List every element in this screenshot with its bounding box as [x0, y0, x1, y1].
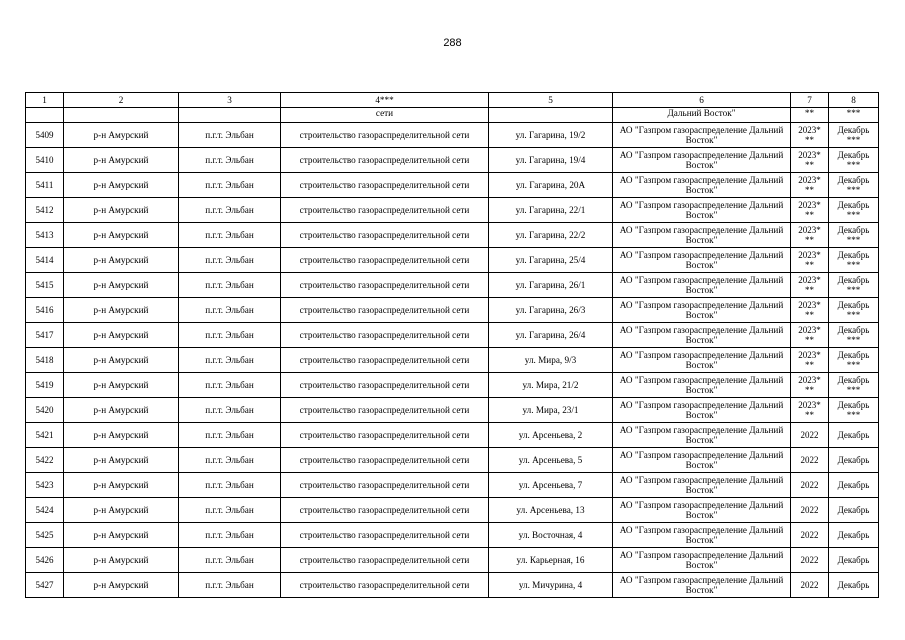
district-cell: р-н Амурский — [64, 548, 179, 573]
district-cell: р-н Амурский — [64, 348, 179, 373]
work-type-cell: строительство газораспределительной сети — [281, 523, 489, 548]
settlement-cell: п.г.т. Эльбан — [179, 298, 281, 323]
district-cell: р-н Амурский — [64, 223, 179, 248]
table-cell — [489, 108, 613, 123]
table-row — [26, 123, 879, 148]
month-cell: Декабрь *** — [829, 398, 879, 423]
month-cell: Декабрь *** — [829, 273, 879, 298]
table-row — [26, 423, 879, 448]
work-type-cell: строительство газораспределительной сети — [281, 323, 489, 348]
district-cell: р-н Амурский — [64, 273, 179, 298]
work-type-cell: строительство газораспределительной сети — [281, 123, 489, 148]
row-number-cell: 5420 — [26, 398, 64, 423]
column-header: 5 — [489, 93, 613, 108]
work-type-cell: строительство газораспределительной сети — [281, 273, 489, 298]
year-cell: 2022 — [791, 423, 829, 448]
address-cell: ул. Восточная, 4 — [489, 523, 613, 548]
organization-cell: АО "Газпром газораспределение Дальний Восток" — [613, 323, 791, 348]
table-row — [26, 173, 879, 198]
register-table — [25, 92, 879, 598]
settlement-cell: п.г.т. Эльбан — [179, 223, 281, 248]
organization-cell: АО "Газпром газораспределение Дальний Восток" — [613, 448, 791, 473]
table-row — [26, 273, 879, 298]
work-type-cell: строительство газораспределительной сети — [281, 548, 489, 573]
organization-cell: АО "Газпром газораспределение Дальний Восток" — [613, 423, 791, 448]
month-cell: Декабрь *** — [829, 348, 879, 373]
settlement-cell: п.г.т. Эльбан — [179, 173, 281, 198]
month-cell: Декабрь — [829, 423, 879, 448]
page-number: 288 — [443, 37, 462, 49]
work-type-cell: строительство газораспределительной сети — [281, 248, 489, 273]
row-number-cell: 5423 — [26, 473, 64, 498]
table-cell: сети — [281, 108, 489, 123]
row-number-cell: 5427 — [26, 573, 64, 598]
district-cell: р-н Амурский — [64, 498, 179, 523]
year-cell: 2023* ** — [791, 273, 829, 298]
table-cell: *** — [829, 108, 879, 123]
organization-cell: АО "Газпром газораспределение Дальний Восток" — [613, 473, 791, 498]
row-number-cell: 5425 — [26, 523, 64, 548]
organization-cell: АО "Газпром газораспределение Дальний Восток" — [613, 548, 791, 573]
row-number-cell: 5418 — [26, 348, 64, 373]
month-cell: Декабрь *** — [829, 123, 879, 148]
organization-cell: АО "Газпром газораспределение Дальний Восток" — [613, 348, 791, 373]
month-cell: Декабрь — [829, 448, 879, 473]
organization-cell: АО "Газпром газораспределение Дальний Восток" — [613, 123, 791, 148]
year-cell: 2023* ** — [791, 323, 829, 348]
address-cell: ул. Гагарина, 19/2 — [489, 123, 613, 148]
row-number-cell: 5426 — [26, 548, 64, 573]
address-cell: ул. Гагарина, 22/2 — [489, 223, 613, 248]
year-cell: 2022 — [791, 548, 829, 573]
row-number-cell: 5411 — [26, 173, 64, 198]
column-header: 2 — [64, 93, 179, 108]
year-cell: 2023* ** — [791, 223, 829, 248]
work-type-cell: строительство газораспределительной сети — [281, 198, 489, 223]
district-cell: р-н Амурский — [64, 423, 179, 448]
work-type-cell: строительство газораспределительной сети — [281, 498, 489, 523]
organization-cell: АО "Газпром газораспределение Дальний Восток" — [613, 398, 791, 423]
settlement-cell: п.г.т. Эльбан — [179, 323, 281, 348]
work-type-cell: строительство газораспределительной сети — [281, 148, 489, 173]
column-header: 7 — [791, 93, 829, 108]
table-cell: Дальний Восток" — [613, 108, 791, 123]
row-number-cell: 5421 — [26, 423, 64, 448]
settlement-cell: п.г.т. Эльбан — [179, 273, 281, 298]
year-cell: 2023* ** — [791, 248, 829, 273]
district-cell: р-н Амурский — [64, 523, 179, 548]
year-cell: 2023* ** — [791, 173, 829, 198]
settlement-cell: п.г.т. Эльбан — [179, 373, 281, 398]
row-number-cell: 5422 — [26, 448, 64, 473]
year-cell: 2023* ** — [791, 348, 829, 373]
settlement-cell: п.г.т. Эльбан — [179, 423, 281, 448]
month-cell: Декабрь *** — [829, 148, 879, 173]
month-cell: Декабрь *** — [829, 323, 879, 348]
organization-cell: АО "Газпром газораспределение Дальний Восток" — [613, 148, 791, 173]
settlement-cell: п.г.т. Эльбан — [179, 348, 281, 373]
year-cell: 2023* ** — [791, 398, 829, 423]
settlement-cell: п.г.т. Эльбан — [179, 148, 281, 173]
month-cell: Декабрь — [829, 498, 879, 523]
year-cell: 2022 — [791, 498, 829, 523]
table-row — [26, 523, 879, 548]
settlement-cell: п.г.т. Эльбан — [179, 123, 281, 148]
address-cell: ул. Арсеньева, 5 — [489, 448, 613, 473]
address-cell: ул. Мичурина, 4 — [489, 573, 613, 598]
settlement-cell: п.г.т. Эльбан — [179, 523, 281, 548]
table-row — [26, 498, 879, 523]
row-number-cell: 5415 — [26, 273, 64, 298]
table-cell — [179, 108, 281, 123]
year-cell: 2023* ** — [791, 198, 829, 223]
district-cell: р-н Амурский — [64, 148, 179, 173]
table-cell — [26, 108, 64, 123]
month-cell: Декабрь *** — [829, 223, 879, 248]
work-type-cell: строительство газораспределительной сети — [281, 348, 489, 373]
settlement-cell: п.г.т. Эльбан — [179, 473, 281, 498]
year-cell: 2022 — [791, 473, 829, 498]
year-cell: 2023* ** — [791, 123, 829, 148]
district-cell: р-н Амурский — [64, 198, 179, 223]
column-header: 8 — [829, 93, 879, 108]
district-cell: р-н Амурский — [64, 123, 179, 148]
table-row — [26, 448, 879, 473]
row-number-cell: 5410 — [26, 148, 64, 173]
column-header: 6 — [613, 93, 791, 108]
work-type-cell: строительство газораспределительной сети — [281, 423, 489, 448]
row-number-cell: 5417 — [26, 323, 64, 348]
organization-cell: АО "Газпром газораспределение Дальний Восток" — [613, 573, 791, 598]
work-type-cell: строительство газораспределительной сети — [281, 223, 489, 248]
organization-cell: АО "Газпром газораспределение Дальний Восток" — [613, 273, 791, 298]
month-cell: Декабрь *** — [829, 248, 879, 273]
table-row — [26, 573, 879, 598]
month-cell: Декабрь *** — [829, 298, 879, 323]
table-row — [26, 548, 879, 573]
year-cell: 2023* ** — [791, 298, 829, 323]
organization-cell: АО "Газпром газораспределение Дальний Восток" — [613, 173, 791, 198]
district-cell: р-н Амурский — [64, 373, 179, 398]
organization-cell: АО "Газпром газораспределение Дальний Восток" — [613, 223, 791, 248]
organization-cell: АО "Газпром газораспределение Дальний Восток" — [613, 248, 791, 273]
table-row — [26, 323, 879, 348]
year-cell: 2023* ** — [791, 373, 829, 398]
address-cell: ул. Гагарина, 20А — [489, 173, 613, 198]
address-cell: ул. Арсеньева, 13 — [489, 498, 613, 523]
table-row — [26, 298, 879, 323]
district-cell: р-н Амурский — [64, 323, 179, 348]
work-type-cell: строительство газораспределительной сети — [281, 448, 489, 473]
row-number-cell: 5419 — [26, 373, 64, 398]
table-row — [26, 398, 879, 423]
work-type-cell: строительство газораспределительной сети — [281, 398, 489, 423]
row-number-cell: 5414 — [26, 248, 64, 273]
settlement-cell: п.г.т. Эльбан — [179, 248, 281, 273]
settlement-cell: п.г.т. Эльбан — [179, 198, 281, 223]
year-cell: 2022 — [791, 573, 829, 598]
year-cell: 2022 — [791, 523, 829, 548]
address-cell: ул. Гагарина, 26/3 — [489, 298, 613, 323]
row-number-cell: 5413 — [26, 223, 64, 248]
table-row — [26, 473, 879, 498]
continuation-row — [26, 108, 879, 123]
column-header: 1 — [26, 93, 64, 108]
row-number-cell: 5416 — [26, 298, 64, 323]
organization-cell: АО "Газпром газораспределение Дальний Восток" — [613, 498, 791, 523]
row-number-cell: 5409 — [26, 123, 64, 148]
column-header: 4*** — [281, 93, 489, 108]
organization-cell: АО "Газпром газораспределение Дальний Восток" — [613, 198, 791, 223]
address-cell: ул. Гагарина, 26/1 — [489, 273, 613, 298]
table-row — [26, 248, 879, 273]
settlement-cell: п.г.т. Эльбан — [179, 548, 281, 573]
year-cell: 2022 — [791, 448, 829, 473]
district-cell: р-н Амурский — [64, 173, 179, 198]
header-row — [26, 93, 879, 108]
month-cell: Декабрь *** — [829, 198, 879, 223]
district-cell: р-н Амурский — [64, 473, 179, 498]
address-cell: ул. Гагарина, 26/4 — [489, 323, 613, 348]
work-type-cell: строительство газораспределительной сети — [281, 473, 489, 498]
settlement-cell: п.г.т. Эльбан — [179, 498, 281, 523]
table-row — [26, 198, 879, 223]
table-cell — [64, 108, 179, 123]
district-cell: р-н Амурский — [64, 248, 179, 273]
address-cell: ул. Карьерная, 16 — [489, 548, 613, 573]
year-cell: 2023* ** — [791, 148, 829, 173]
district-cell: р-н Амурский — [64, 298, 179, 323]
organization-cell: АО "Газпром газораспределение Дальний Восток" — [613, 523, 791, 548]
address-cell: ул. Гагарина, 25/4 — [489, 248, 613, 273]
address-cell: ул. Гагарина, 22/1 — [489, 198, 613, 223]
month-cell: Декабрь *** — [829, 373, 879, 398]
work-type-cell: строительство газораспределительной сети — [281, 573, 489, 598]
address-cell: ул. Мира, 23/1 — [489, 398, 613, 423]
month-cell: Декабрь — [829, 473, 879, 498]
settlement-cell: п.г.т. Эльбан — [179, 448, 281, 473]
table-row — [26, 223, 879, 248]
table-row — [26, 348, 879, 373]
table-cell: ** — [791, 108, 829, 123]
month-cell: Декабрь — [829, 573, 879, 598]
organization-cell: АО "Газпром газораспределение Дальний Восток" — [613, 373, 791, 398]
settlement-cell: п.г.т. Эльбан — [179, 573, 281, 598]
address-cell: ул. Мира, 21/2 — [489, 373, 613, 398]
district-cell: р-н Амурский — [64, 398, 179, 423]
district-cell: р-н Амурский — [64, 448, 179, 473]
row-number-cell: 5412 — [26, 198, 64, 223]
table-row — [26, 148, 879, 173]
column-header: 3 — [179, 93, 281, 108]
work-type-cell: строительство газораспределительной сети — [281, 173, 489, 198]
address-cell: ул. Арсеньева, 7 — [489, 473, 613, 498]
table-row — [26, 373, 879, 398]
address-cell: ул. Мира, 9/3 — [489, 348, 613, 373]
organization-cell: АО "Газпром газораспределение Дальний Восток" — [613, 298, 791, 323]
address-cell: ул. Арсеньева, 2 — [489, 423, 613, 448]
district-cell: р-н Амурский — [64, 573, 179, 598]
work-type-cell: строительство газораспределительной сети — [281, 373, 489, 398]
work-type-cell: строительство газораспределительной сети — [281, 298, 489, 323]
settlement-cell: п.г.т. Эльбан — [179, 398, 281, 423]
month-cell: Декабрь *** — [829, 173, 879, 198]
row-number-cell: 5424 — [26, 498, 64, 523]
month-cell: Декабрь — [829, 523, 879, 548]
month-cell: Декабрь — [829, 548, 879, 573]
address-cell: ул. Гагарина, 19/4 — [489, 148, 613, 173]
